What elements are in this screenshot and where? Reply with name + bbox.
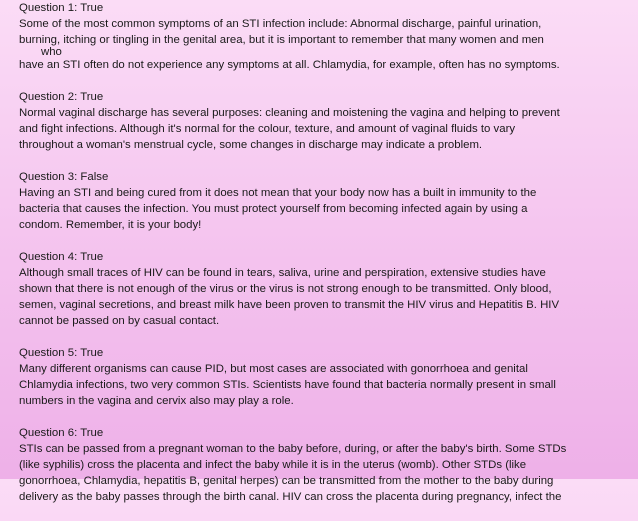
- question-heading: Question 5: True: [19, 347, 104, 359]
- question-heading: Question 1: True: [19, 2, 104, 14]
- answer-line: Many different organisms can cause PID, but most cases are associated with gonorrhoea and genital: [19, 363, 528, 375]
- question-1-block: [19, 0, 631, 73]
- answer-line: Although small traces of HIV can be found in tears, saliva, urine and perspiration, extensive studies have: [19, 267, 546, 279]
- answer-line: throughout a woman's menstrual cycle, some changes in discharge may indicate a problem.: [19, 139, 483, 151]
- answer-line: (like syphilis) cross the placenta and infect the baby while it is in the uterus (womb). Other STDs (like: [19, 459, 527, 471]
- answer-line: who: [41, 46, 62, 58]
- answer-line: STIs can be passed from a pregnant woman to the baby before, during, or after the baby's birth. Some STDs: [19, 443, 567, 455]
- question-heading: Question 4: True: [19, 251, 104, 263]
- answer-line: semen, vaginal secretions, and breast milk have been proven to transmit the HIV virus and Hepatitis B. HIV: [19, 299, 560, 311]
- answer-line: Normal vaginal discharge has several purposes: cleaning and moistening the vagina and helping to prevent: [19, 107, 560, 119]
- answer-line: condom. Remember, it is your body!: [19, 219, 202, 231]
- answer-line: numbers in the vagina and cervix also may play a role.: [19, 395, 294, 407]
- question-4-block: [19, 249, 631, 329]
- answer-line: burning, itching or tingling in the genital area, but it is important to remember that many women and men: [19, 34, 544, 46]
- answer-line: shown that there is not enough of the virus or the virus is not strong enough to be transmitted. Only blood,: [19, 283, 552, 295]
- answers-document: [19, 0, 631, 521]
- answer-line: delivery as the baby passes through the birth canal. HIV can cross the placenta during pregnancy, infect the: [19, 491, 562, 503]
- question-2-block: [19, 89, 631, 153]
- question-heading: Question 2: True: [19, 91, 104, 103]
- question-3-block: [19, 169, 631, 233]
- question-5-block: [19, 345, 631, 409]
- question-heading: Question 3: False: [19, 171, 109, 183]
- answer-line: Having an STI and being cured from it does not mean that your body now has a built in immunity to the: [19, 187, 537, 199]
- answer-line: cannot be passed on by casual contact.: [19, 315, 220, 327]
- question-6-block: [19, 425, 631, 505]
- answer-line: Chlamydia infections, two very common STIs. Scientists have found that bacteria normally present in small: [19, 379, 556, 391]
- question-heading: Question 6: True: [19, 427, 104, 439]
- answer-line: Some of the most common symptoms of an STI infection include: Abnormal discharge, painful urination,: [19, 18, 542, 30]
- answer-line: bacteria that causes the infection. You must protect yourself from becoming infected again by using a: [19, 203, 528, 215]
- answer-line: gonorrhoea, Chlamydia, hepatitis B, genital herpes) can be transmitted from the mother to the baby during: [19, 475, 554, 487]
- answer-line: and fight infections. Although it's normal for the colour, texture, and amount of vaginal fluids to vary: [19, 123, 516, 135]
- answer-line: have an STI often do not experience any symptoms at all. Chlamydia, for example, often has no symptoms.: [19, 59, 560, 71]
